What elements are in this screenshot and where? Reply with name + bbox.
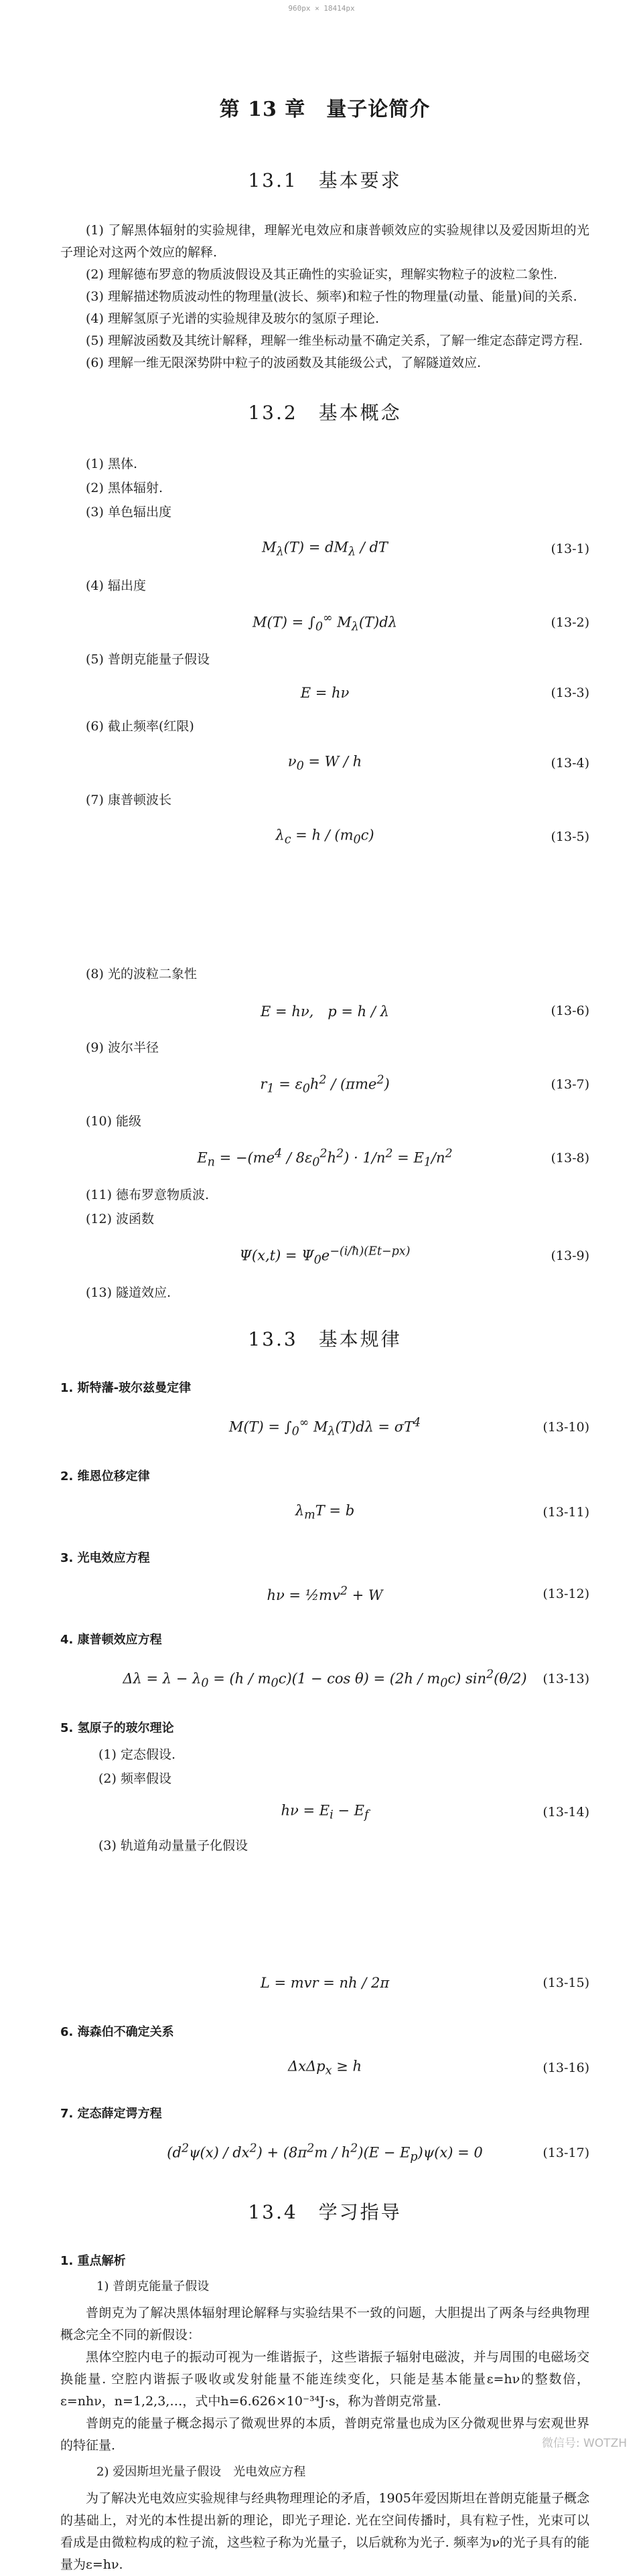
equation-body: $(d^2\psi(x) / dx^2) + (8\pi^2m / h^2)(E - E_p)\psi(x) = 0$ [167, 2142, 483, 2164]
equation-body: $E_n = -(me^4 / 8\varepsilon_0^2h^2) \cdot 1/n^2 = E_1/n^2$ [197, 1147, 453, 1170]
equation-13-1 [60, 524, 589, 574]
document-page [60, 20, 589, 2576]
equation-number: (13-14) [543, 1805, 589, 1820]
equation-13-5 [60, 812, 589, 862]
requirement-6: (6) 理解一维无限深势阱中粒子的波函数及其能级公式，了解隧道效应. [86, 355, 481, 370]
equation-body: E = hν [300, 685, 350, 701]
equation-number: (13-3) [551, 686, 589, 700]
equation-13-16 [60, 2046, 589, 2089]
equation-number: (13-4) [551, 756, 589, 771]
equation-13-4 [60, 738, 589, 788]
concept-13: (13) 隧道效应. [86, 1285, 171, 1300]
requirement-4: (4) 理解氢原子光谱的实验规律及玻尔的氢原子理论. [86, 311, 379, 326]
concept-2: (2) 黑体辐射. [86, 481, 163, 495]
law-heading-4: 4. 康普顿效应方程 [60, 1633, 162, 1647]
equation-number: (13-12) [543, 1587, 589, 1601]
image-size-label: 960px × 18414px [288, 4, 355, 13]
equation-body: $r_1 = \varepsilon_0h^2 / (\pi me^2)$ [260, 1073, 390, 1096]
equation-body: $\lambda_c = h / (m_0c)$ [275, 827, 374, 847]
guidance-heading-1: 1. 重点解析 [60, 2254, 126, 2268]
concept-7: (7) 康普顿波长 [86, 793, 171, 807]
bohr-postulate-1: (1) 定态假设. [98, 1747, 175, 1762]
concept-11: (11) 德布罗意物质波. [86, 1188, 210, 1202]
section-title-13-3: 13.3 基本规律 [248, 1328, 402, 1350]
equation-13-17 [60, 2128, 589, 2178]
equation-body: $\Delta\lambda = \lambda - \lambda_0 = (h / m_0c)(1 - \cos \theta) = (2h / m_0c)$ $\sin^2(\theta/2)$ [123, 1668, 527, 1690]
law-heading-5: 5. 氢原子的玻尔理论 [60, 1721, 174, 1735]
equation-13-3 [60, 671, 589, 714]
equation-13-14 [60, 1791, 589, 1834]
equation-body: $h\nu = E_i - E_f$ [281, 1802, 369, 1822]
equation-13-7 [60, 1060, 589, 1109]
equation-number: (13-8) [551, 1151, 589, 1165]
equation-13-8 [60, 1133, 589, 1183]
equation-body: $M_\lambda(T) = dM_\lambda$ / dT [262, 539, 388, 559]
equation-body: $\nu_0 = W / h$ [287, 753, 362, 773]
equation-number: (13-10) [543, 1420, 589, 1435]
guidance-paragraph-4: 为了解决光电效应实验规律与经典物理理论的矛盾，1905年爱因斯坦在普朗克能量子概念的基础上，对光的本性提出新的理论，即光子理论. 光在空间传播时，具有粒子性，光束可以看成是由微粒构成的粒子流，这些粒子称为光量子，以后就称为光子. 频率为ν的光子具有的能量为ε=hν. [60, 2491, 589, 2572]
concept-3: (3) 单色辐出度 [86, 505, 171, 519]
concept-9: (9) 波尔半径 [86, 1040, 159, 1055]
equation-13-13 [60, 1654, 589, 1704]
equation-body: $M(T) = \int_0^\infty$ $M_\lambda(T)d\lambda$ [253, 611, 397, 634]
equation-body: $\Psi(x,t) = \Psi_0e^{-(i/ħ)(Et-px)}$ [239, 1244, 411, 1267]
equation-13-2 [60, 598, 589, 647]
equation-number: (13-7) [551, 1077, 589, 1092]
equation-number: (13-16) [543, 2061, 589, 2075]
equation-13-10 [60, 1402, 589, 1452]
bohr-postulate-2: (2) 频率假设 [98, 1771, 171, 1786]
concept-10: (10) 能级 [86, 1114, 142, 1129]
equation-13-15 [60, 1958, 589, 2008]
guidance-paragraph-3: 普朗克的能量子概念揭示了微观世界的本质，普朗克常量也成为区分微观世界与宏观世界的特征量. [60, 2416, 589, 2453]
equation-body: $\lambda_mT = b$ [295, 1502, 355, 1522]
equation-number: (13-11) [543, 1505, 589, 1520]
requirement-2: (2) 理解德布罗意的物质波假设及其正确性的实验证实，理解实物粒子的波粒二象性. [86, 267, 557, 282]
equation-number: (13-13) [543, 1672, 589, 1686]
equation-body: E = hν, p = h / λ [261, 1003, 389, 1020]
section-title-13-1: 13.1 基本要求 [248, 169, 402, 191]
concept-12: (12) 波函数 [86, 1212, 155, 1226]
law-heading-3: 3. 光电效应方程 [60, 1551, 150, 1565]
requirement-3: (3) 理解描述物质波动性的物理量(波长、频率)和粒子性的物理量(动量、能量)间的关系. [86, 289, 577, 304]
equation-number: (13-2) [551, 615, 589, 630]
bohr-postulate-3: (3) 轨道角动量量子化假设 [98, 1838, 248, 1853]
equation-number: (13-17) [543, 2146, 589, 2160]
guidance-paragraph-1: 普朗克为了解决黑体辐射理论解释与实验结果不一致的问题，大胆提出了两条与经典物理概念完全不同的新假设： [60, 2306, 589, 2342]
equation-13-12 [60, 1573, 589, 1615]
equation-body: ΔxΔp$_x$ ≥ h [288, 2058, 362, 2078]
equation-13-6 [60, 986, 589, 1036]
law-heading-1: 1. 斯特藩-玻尔兹曼定律 [60, 1381, 192, 1395]
wechat-watermark: 微信号: WOTZH [541, 2437, 627, 2450]
guidance-subheading-1: 1) 普朗克能量子假设 [96, 2279, 210, 2293]
equation-body: $M(T) = \int_0^\infty$ $M_\lambda(T)d\lambda = \sigma T^4$ [228, 1416, 421, 1439]
requirement-5: (5) 理解波函数及其统计解释，理解一维坐标动量不确定关系，了解一维定态薛定谔方程. [86, 333, 583, 348]
concept-1: (1) 黑体. [86, 457, 137, 471]
guidance-paragraph-2: 黑体空腔内电子的振动可视为一维谐振子，这些谐振子辐射电磁波，并与周围的电磁场交换能量. 空腔内谐振子吸收或发射能量不能连续变化，只能是基本能量ε=hν的整数倍，ε=nhν，n=1,2,3,…，式中h=6.626×10⁻³⁴J·s，称为普朗克常量. [60, 2350, 589, 2409]
equation-number: (13-5) [551, 829, 589, 844]
concept-5: (5) 普朗克能量子假设 [86, 652, 210, 667]
equation-number: (13-6) [551, 1003, 589, 1018]
law-heading-2: 2. 维恩位移定律 [60, 1469, 150, 1483]
concept-4: (4) 辐出度 [86, 578, 146, 593]
equation-body: L = mvr = nh / 2π [260, 1975, 390, 1991]
concept-8: (8) 光的波粒二象性 [86, 967, 197, 981]
chapter-title: 第 13 章 量子论简介 [219, 98, 431, 121]
requirement-1: (1) 了解黑体辐射的实验规律，理解光电效应和康普顿效应的实验规律以及爱因斯坦的光子理论对这两个效应的解释. [60, 223, 589, 260]
guidance-subheading-2: 2) 爱因斯坦光量子假设 光电效应方程 [96, 2465, 306, 2479]
equation-number: (13-9) [551, 1249, 589, 1263]
equation-number: (13-1) [551, 542, 589, 556]
equation-body: $h\nu = \frac{1}{2}mv^2 + W$ [267, 1585, 383, 1603]
equation-13-9 [60, 1231, 589, 1281]
equation-13-11 [60, 1491, 589, 1534]
equation-number: (13-15) [543, 1976, 589, 1990]
section-title-13-2: 13.2 基本概念 [248, 402, 402, 424]
concept-6: (6) 截止频率(红限) [86, 719, 194, 734]
law-heading-6: 6. 海森伯不确定关系 [60, 2025, 174, 2039]
law-heading-7: 7. 定态薛定谔方程 [60, 2107, 162, 2121]
section-title-13-4: 13.4 学习指导 [248, 2201, 402, 2223]
